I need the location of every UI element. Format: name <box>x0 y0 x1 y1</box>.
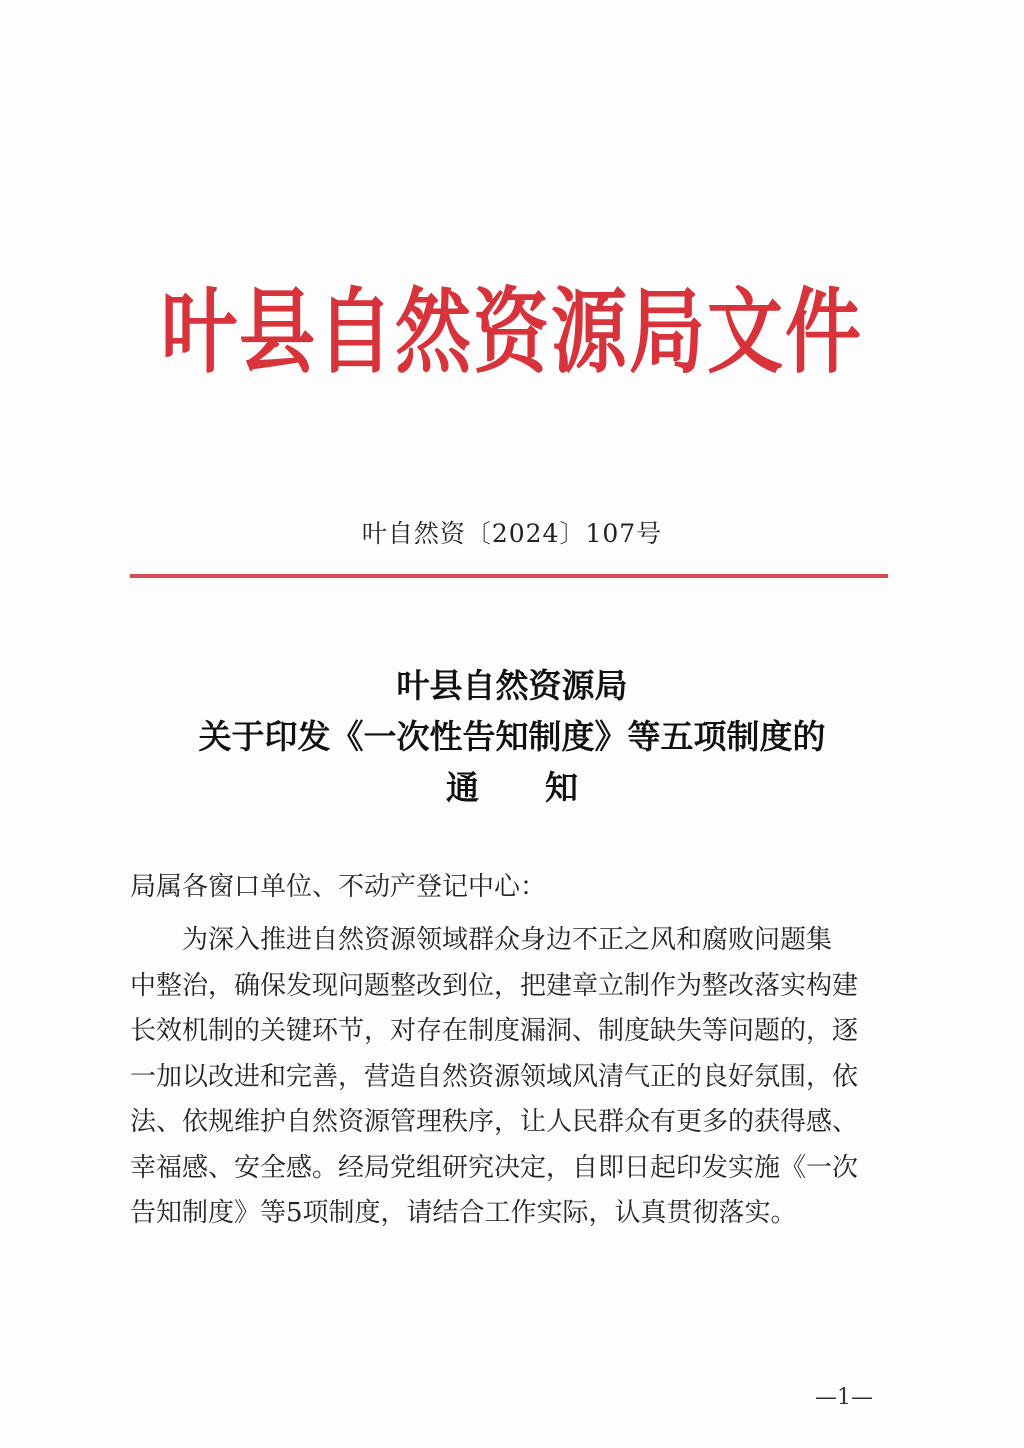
title-line-1: 叶县自然资源局 <box>396 666 628 705</box>
body-line: 幸福感、安全感。经局党组研究决定，自即日起印发实施《一次 <box>130 1152 859 1183</box>
document-masthead: 叶县自然资源局文件 <box>161 277 863 387</box>
body-line: 为深入推进自然资源领域群众身边不正之风和腐败问题集 <box>182 925 833 955</box>
title-line-3: 通知 <box>446 768 644 807</box>
body-line: 一加以改进和完善，营造自然资源领域风清气正的良好氛围，依 <box>130 1061 859 1092</box>
title-line-2: 关于印发《一次性告知制度》等五项制度的 <box>198 717 826 756</box>
body-line: 法、依规维护自然资源管理秩序，让人民群众有更多的获得感、 <box>130 1107 859 1137</box>
document-number: 叶自然资〔2024〕107号 <box>361 519 663 548</box>
salutation: 局属各窗口单位、不动产登记中心： <box>130 872 547 902</box>
body-line: 告知制度》等5项制度，请结合工作实际，认真贯彻落实。 <box>130 1198 797 1228</box>
red-divider-line <box>130 574 888 578</box>
page-number: —1— <box>815 1385 873 1410</box>
body-line: 长效机制的关键环节，对存在制度漏洞、制度缺失等问题的，逐 <box>130 1016 859 1046</box>
notice-title <box>0 660 1024 813</box>
body-line: 中整治，确保发现问题整改到位，把建章立制作为整改落实构建 <box>130 970 859 1001</box>
body-paragraph <box>130 918 890 1237</box>
